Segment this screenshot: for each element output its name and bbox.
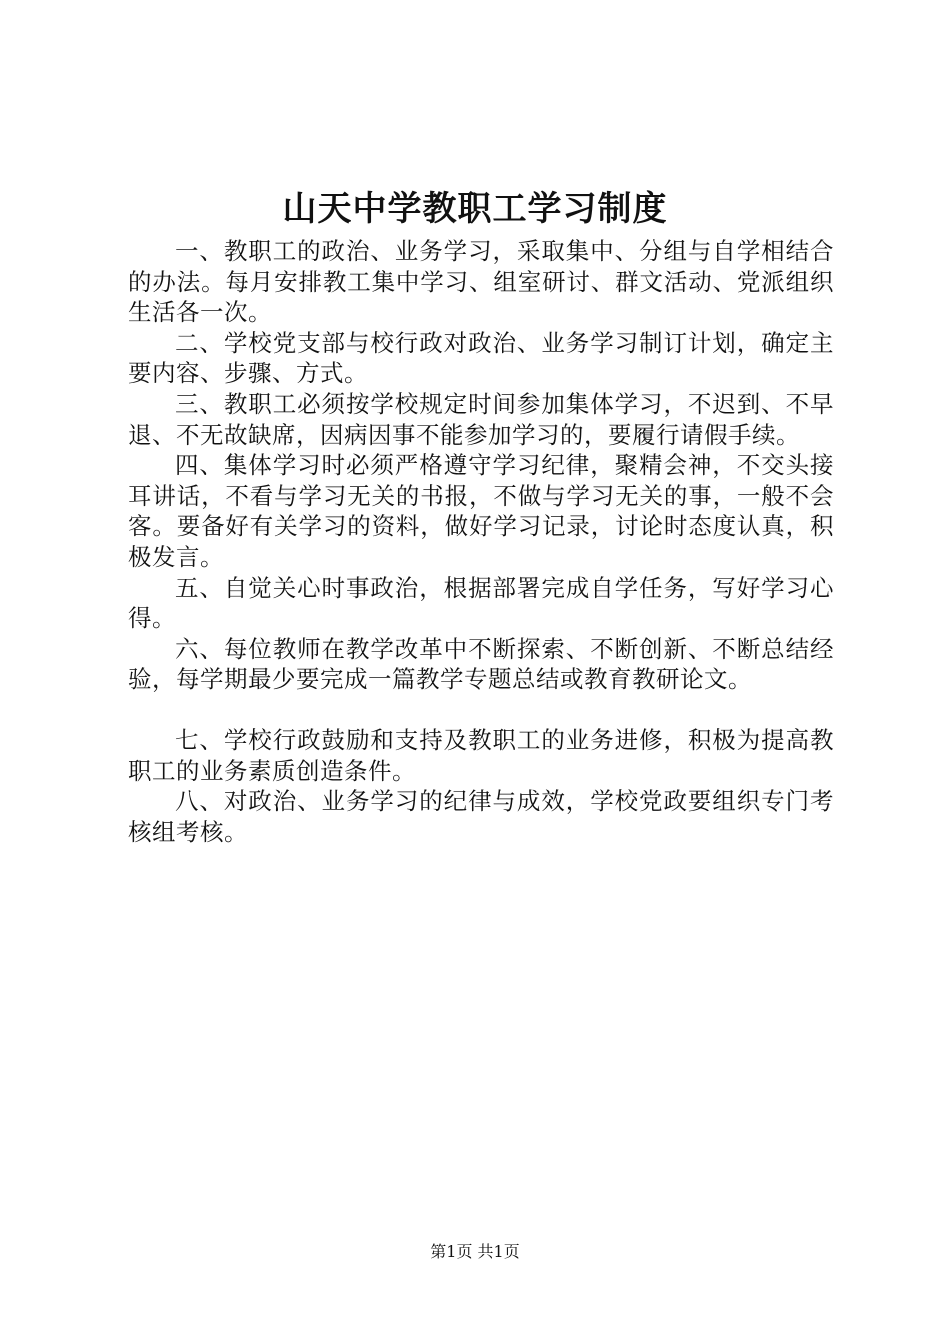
paragraph-5: 五、自觉关心时事政治，根据部署完成自学任务，写好学习心得。	[128, 573, 834, 633]
paragraph-2: 二、学校党支部与校行政对政治、业务学习制订计划，确定主要内容、步骤、方式。	[128, 328, 834, 388]
page-footer: 第1页 共1页	[430, 1242, 520, 1261]
paragraph-8: 八、对政治、业务学习的纪律与成效，学校党政要组织专门考核组考核。	[128, 787, 834, 846]
paragraph-7: 七、学校行政鼓励和支持及教职工的业务进修，积极为提高教职工的业务素质创造条件。	[128, 725, 834, 785]
document-body	[128, 236, 834, 847]
document-title: 山天中学教职工学习制度	[282, 189, 668, 229]
paragraph-6: 六、每位教师在教学改革中不断探索、不断创新、不断总结经验，每学期最少要完成一篇教学专题总结或教育教研论文。	[128, 634, 834, 694]
paragraph-1: 一、教职工的政治、业务学习，采取集中、分组与自学相结合的办法。每月安排教工集中学习、组室研讨、群文活动、党派组织生活各一次。	[128, 237, 834, 327]
paragraph-3: 三、教职工必须按学校规定时间参加集体学习，不迟到、不早退、不无故缺席，因病因事不能参加学习的，要履行请假手续。	[128, 389, 834, 449]
paragraph-4: 四、集体学习时必须严格遵守学习纪律，聚精会神，不交头接耳讲话，不看与学习无关的书报，不做与学习无关的事，一般不会客。要备好有关学习的资料，做好学习记录，讨论时态度认真，积极发言。	[128, 451, 834, 571]
